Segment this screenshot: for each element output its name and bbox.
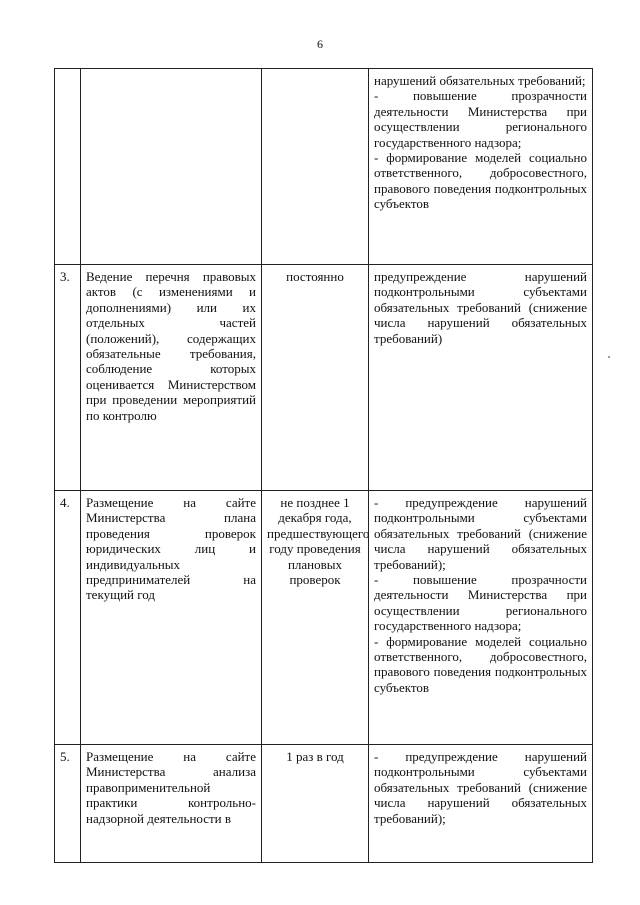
- row-description: Ведение перечня правовых актов (с изменениями и дополнениями) или их отдельных частей (положений), содержащих обязательные требования, соблюдение которых оценивается Министерством при проведении мероприятий по контролю: [81, 265, 262, 491]
- table-row: [55, 265, 593, 491]
- row-description: Размещение на сайте Министерства анализа правоприменительной практики контрольно-надзорной деятельности в: [81, 745, 262, 863]
- row-number: 3.: [55, 265, 81, 491]
- row-deadline: не позднее 1 декабря года, предшествующего году проведения плановых проверок: [262, 491, 369, 745]
- result-item: - повышение прозрачности деятельности Министерства при осуществлении регионального государственного надзора;: [374, 88, 587, 150]
- result-item: нарушений обязательных требований;: [374, 73, 586, 88]
- page-number: 6: [317, 37, 323, 51]
- row-deadline: постоянно: [262, 265, 369, 491]
- measures-table: [54, 68, 593, 863]
- scan-dot: [608, 356, 610, 358]
- row-results: [369, 69, 593, 265]
- row-results: [369, 265, 593, 491]
- table-row: [55, 745, 593, 863]
- table-row: [55, 491, 593, 745]
- row-description: Размещение на сайте Министерства плана проведения проверок юридических лиц и индивидуальных предпринимателей на текущий год: [81, 491, 262, 745]
- row-results: [369, 491, 593, 745]
- result-item: - предупреждение нарушений подконтрольными субъектами обязательных требований (снижение числа нарушений обязательных требований);: [374, 495, 587, 572]
- result-item: - формирование моделей социально ответственного, добросовестного, правового поведения подконтрольных субъектов: [374, 150, 587, 212]
- row-number: [55, 69, 81, 265]
- row-deadline: 1 раз в год: [262, 745, 369, 863]
- row-number: 4.: [55, 491, 81, 745]
- row-results: [369, 745, 593, 863]
- row-description: [81, 69, 262, 265]
- result-item: - предупреждение нарушений подконтрольными субъектами обязательных требований (снижение числа нарушений обязательных требований);: [374, 749, 587, 826]
- result-item: - повышение прозрачности деятельности Министерства при осуществлении регионального государственного надзора;: [374, 572, 587, 634]
- table-row: [55, 69, 593, 265]
- result-item: - формирование моделей социально ответственного, добросовестного, правового поведения подконтрольных субъектов: [374, 633, 587, 695]
- row-number: 5.: [55, 745, 81, 863]
- result-item: предупреждение нарушений подконтрольными субъектами обязательных требований (снижение числа нарушений обязательных требований): [374, 269, 587, 346]
- row-deadline: [262, 69, 369, 265]
